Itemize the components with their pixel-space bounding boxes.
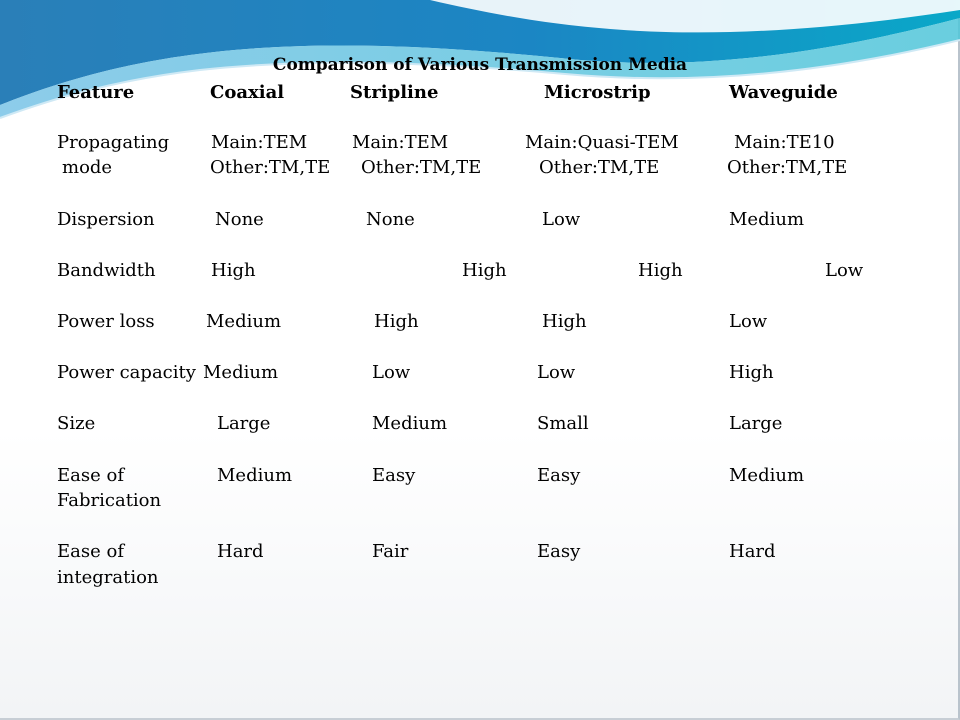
cell-dispersion-coaxial: None (215, 209, 264, 230)
cell-integration-microstrip: Easy (537, 541, 581, 562)
cell-integration-coaxial: Hard (217, 541, 264, 562)
row-label-power-loss: Power loss (57, 311, 155, 332)
cell-power-capacity-waveguide: High (729, 362, 774, 383)
slide-title: Comparison of Various Transmission Media (272, 55, 688, 75)
header-coaxial: Coaxial (210, 82, 285, 103)
row-label-mode: mode (62, 157, 113, 178)
cell-size-microstrip: Small (537, 413, 589, 434)
cell-dispersion-stripline: None (366, 209, 415, 230)
cell-coaxial-other: Other:TM,TE (210, 157, 331, 178)
cell-bandwidth-waveguide: Low (825, 260, 864, 281)
cell-microstrip-main: Main:Quasi-TEM (525, 132, 679, 153)
header-waveguide: Waveguide (729, 82, 838, 103)
row-label-ease-of: Ease of (57, 465, 124, 486)
cell-power-loss-waveguide: Low (729, 311, 768, 332)
cell-stripline-main: Main:TEM (352, 132, 449, 153)
cell-size-waveguide: Large (729, 413, 783, 434)
row-label-fabrication: Fabrication (57, 490, 162, 511)
cell-dispersion-waveguide: Medium (729, 209, 805, 230)
cell-microstrip-other: Other:TM,TE (539, 157, 660, 178)
cell-power-loss-microstrip: High (542, 311, 587, 332)
header-microstrip: Microstrip (544, 82, 651, 103)
cell-integration-waveguide: Hard (729, 541, 776, 562)
cell-integration-stripline: Fair (372, 541, 409, 562)
cell-fabrication-waveguide: Medium (729, 465, 805, 486)
row-label-ease-of-2: Ease of (57, 541, 124, 562)
row-label-propagating: Propagating (57, 132, 170, 153)
cell-power-capacity-coaxial: Medium (203, 362, 279, 383)
row-label-power-capacity: Power capacity (57, 362, 196, 383)
cell-power-loss-coaxial: Medium (206, 311, 282, 332)
cell-fabrication-microstrip: Easy (537, 465, 581, 486)
cell-waveguide-other: Other:TM,TE (727, 157, 848, 178)
cell-power-capacity-stripline: Low (372, 362, 411, 383)
row-label-integration: integration (57, 567, 159, 588)
cell-fabrication-coaxial: Medium (217, 465, 293, 486)
cell-waveguide-main: Main:TE10 (734, 132, 835, 153)
cell-fabrication-stripline: Easy (372, 465, 416, 486)
cell-size-coaxial: Large (217, 413, 271, 434)
header-feature: Feature (57, 82, 135, 103)
row-label-size: Size (57, 413, 96, 434)
cell-coaxial-main: Main:TEM (211, 132, 308, 153)
cell-power-capacity-microstrip: Low (537, 362, 576, 383)
row-label-dispersion: Dispersion (57, 209, 155, 230)
cell-bandwidth-microstrip: High (638, 260, 683, 281)
cell-size-stripline: Medium (372, 413, 448, 434)
cell-power-loss-stripline: High (374, 311, 419, 332)
cell-bandwidth-stripline: High (462, 260, 507, 281)
row-label-bandwidth: Bandwidth (57, 260, 156, 281)
header-stripline: Stripline (350, 82, 439, 103)
cell-stripline-other: Other:TM,TE (361, 157, 482, 178)
cell-dispersion-microstrip: Low (542, 209, 581, 230)
cell-bandwidth-coaxial: High (211, 260, 256, 281)
